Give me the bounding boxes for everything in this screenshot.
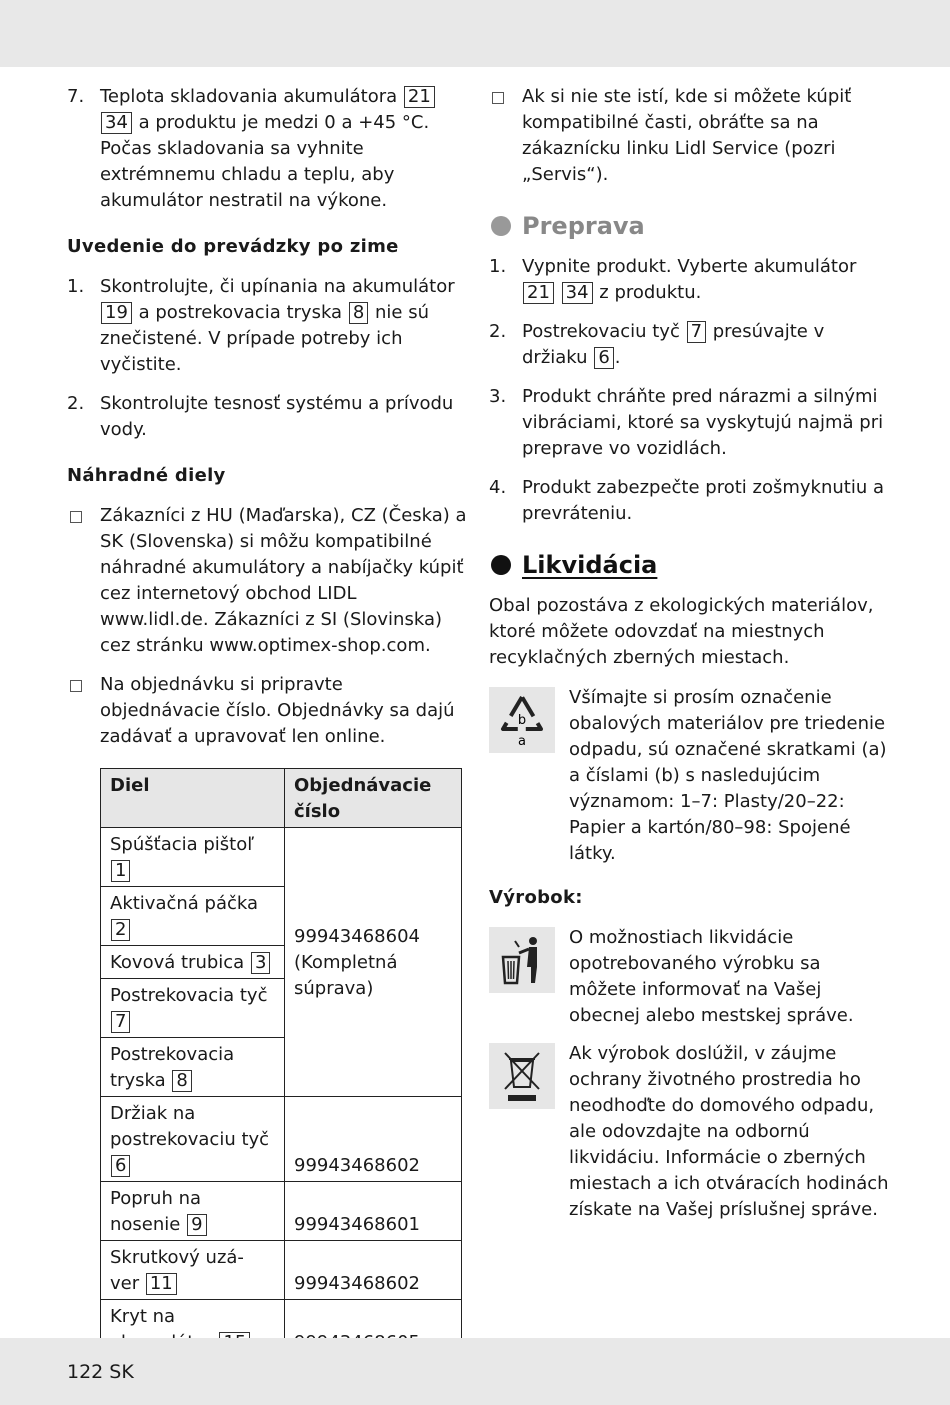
section-title: Preprava [522,212,645,240]
bin-info [489,925,889,1029]
table-row [101,828,462,887]
left-column [67,84,467,1359]
part-name: Spúšťacia pištoľ [110,834,254,855]
part-ref: 19 [101,302,132,324]
disposal-section-heading [489,549,889,581]
bullet-text: Ak si nie ste istí, kde si môžete kúpiť kompatibilné časti, obráťte sa na zákaznícku linku Lidl Service (pozri „Servis“). [522,86,852,185]
list-item [489,384,889,462]
list-item [489,319,889,371]
column-header-order-number: Objednávacie číslo [285,769,462,828]
table-header-row [101,769,462,828]
list-item [67,84,467,214]
part-cell [101,828,285,887]
part-cell [101,979,285,1038]
part-name: Držiak na postrekovaciu tyč [110,1103,270,1150]
part-name: Postrekovacia tryska [110,1044,235,1091]
item-number: 1. [489,256,507,277]
section-bullet-icon [491,555,511,575]
header-band [0,0,950,67]
part-name: Skrutkový uzá- ver [110,1247,244,1294]
order-number-cell: 99943468601 [285,1182,462,1241]
item-number: 4. [489,477,507,498]
part-cell [101,887,285,946]
part-ref: 21 [523,282,554,304]
right-column [489,84,889,1235]
page-number: 122 SK [67,1361,134,1383]
part-ref: 11 [146,1273,177,1295]
table-row [101,1182,462,1241]
section-title: Likvidácia [522,551,658,579]
table-row [101,1241,462,1300]
part-cell [101,1038,285,1097]
crossed-bin-icon [489,1043,555,1109]
transport-section-heading [489,210,889,242]
part-cell [101,1097,285,1182]
order-number-cell: 99943468604 (Kompletná súprava) [285,828,462,1097]
part-name: Popruh na nosenie [110,1188,202,1235]
part-ref: 7 [111,1011,130,1033]
trash-bin-person-icon [489,927,555,993]
item-text: nie sú znečistené. V prípade potreby ich vyčistite. [100,302,429,375]
bullet-box-icon [70,511,82,523]
bullet-text: Na objednávku si pripravte objednávacie číslo. Objednávky sa dajú zadávať a upravovať len online. [100,674,455,747]
item-text: Skontrolujte, či upínania na akumulátor [100,276,455,297]
part-cell [101,946,285,979]
item-text: Vypnite produkt. Vyberte akumulátor [522,256,857,277]
item-text: Teplota skladovania akumulátora [100,86,403,107]
svg-text:b: b [517,713,527,728]
item-text: Produkt chráňte pred nárazmi a silnými vibráciami, ktoré sa vyskytujú najmä pri preprave vo vozidlách. [522,386,884,459]
item-text: presúvajte v držiaku [522,321,825,368]
recycling-icon [489,687,555,753]
part-name: Kovová trubica [110,952,250,973]
part-ref: 34 [562,282,593,304]
bullet-item [67,672,467,750]
parts-table [100,768,462,1359]
item-text: . [614,347,621,368]
svg-text:a: a [518,734,526,749]
bullet-text: Zákazníci z HU (Maďarska), CZ (Česka) a SK (Slovenska) si môžu kompatibilné náhradné akumulátory a nabíjačky kúpiť cez internetový obchod LIDL www.lidl.de. Zákazníci z SI (Slovinska) cez stránku www.optimex-shop.com. [100,505,467,656]
column-header-part: Diel [101,769,285,828]
recycling-text: Všímajte si prosím označenie obalových materiálov pre triedenie odpadu, sú označené skratkami (a) a číslami (b) s nasledujúcim významom: 1–7: Plasty/20–22: Papier a kartón/80–98: Spojené látky. [569,687,887,864]
table-row [101,1097,462,1182]
bin-text: O možnostiach likvidácie opotrebovaného výrobku sa môžete informovať na Vašej obecnej alebo mestskej správe. [569,927,854,1026]
order-number-cell: 99943468602 [285,1097,462,1182]
bullet-box-icon [492,92,504,104]
section-bullet-icon [491,216,511,236]
list-item [489,475,889,527]
bullet-item [489,84,889,188]
part-ref: 21 [404,86,435,108]
item-text: a produktu je medzi 0 a +45 °C. Počas skladovania sa vyhnite extrémnemu chladu a teplu, aby akumulátor nestratil na výkone. [100,112,430,211]
recycling-info [489,685,889,867]
weee-text: Ak výrobok doslúžil, v záujme ochrany životného prostredia ho neodhoďte do domového odpadu, ale odovzdajte na odbornú likvidáciu. Informácie o zberných miestach a ich otváracích hodinách získate na Vašej príslušnej správe. [569,1043,889,1220]
winter-heading: Uvedenie do prevádzky po zime [67,236,399,257]
part-ref: 8 [172,1070,191,1092]
part-ref: 7 [687,321,706,343]
item-number: 1. [67,276,85,297]
part-ref: 3 [251,952,270,974]
part-name: Aktivačná páčka [110,893,259,914]
item-text: z produktu. [593,282,702,303]
part-ref: 8 [349,302,368,324]
item-text: Produkt zabezpečte proti zošmyknutiu a prevráteniu. [522,477,884,524]
bullet-item [67,503,467,659]
item-number: 2. [67,393,85,414]
item-text: a postrekovacia tryska [132,302,348,323]
weee-info [489,1041,889,1223]
part-ref: 6 [594,347,613,369]
item-text: Skontrolujte tesnosť systému a prívodu vody. [100,393,454,440]
part-cell [101,1241,285,1300]
list-item [67,391,467,443]
item-number: 2. [489,321,507,342]
item-number: 7. [67,86,85,107]
part-ref: 2 [111,919,130,941]
disposal-intro: Obal pozostáva z ekologických materiálov, ktoré môžete odovzdať na miestnych recyklačných zberných miestach. [489,595,874,668]
part-ref: 34 [101,112,132,134]
footer-band [0,1338,950,1405]
part-name: Kryt na [110,1306,176,1327]
list-item [67,274,467,378]
part-ref: 6 [111,1155,130,1177]
product-heading: Výrobok: [489,887,583,908]
part-ref: 9 [187,1214,206,1236]
list-item [489,254,889,306]
part-name: Postrekovacia tyč [110,985,268,1006]
bullet-box-icon [70,680,82,692]
order-number-cell: 99943468602 [285,1241,462,1300]
spare-parts-heading: Náhradné diely [67,465,226,486]
part-cell [101,1182,285,1241]
item-number: 3. [489,386,507,407]
part-ref: 1 [111,860,130,882]
item-text: Postrekovaciu tyč [522,321,686,342]
